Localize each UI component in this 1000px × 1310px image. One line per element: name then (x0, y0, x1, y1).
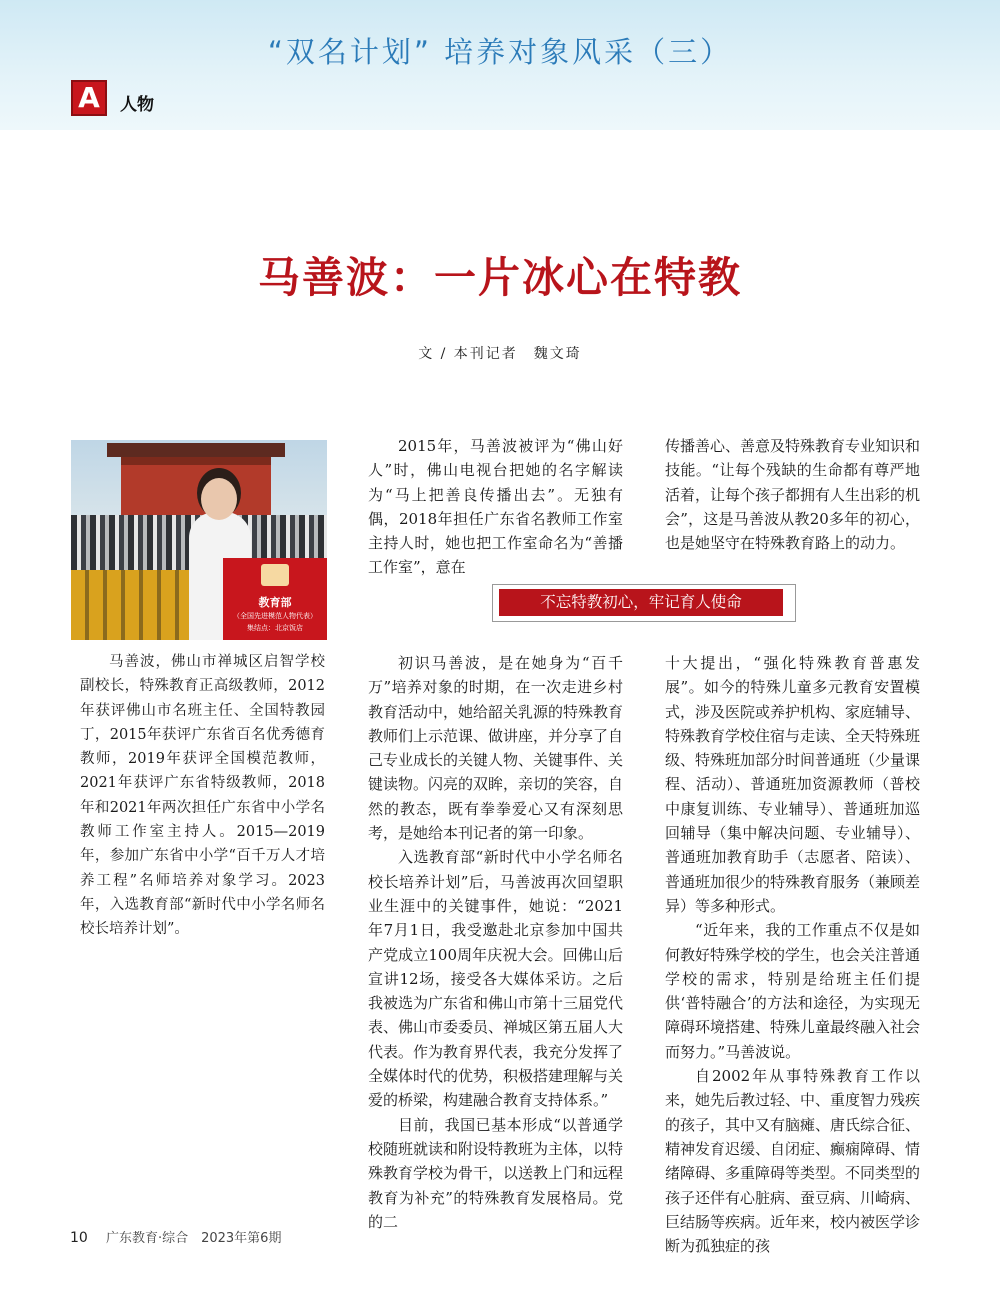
article-title: 马善波：一片冰心在特教 (257, 253, 742, 302)
page-footer (70, 1227, 281, 1246)
portrait-photo (71, 440, 327, 640)
sign-text-1: 教育部 (258, 596, 292, 609)
intro-paragraph-start: 2015年，马善波被评为“佛山好人”时，佛山电视台把她的名字解读为“马上把善良传播出去”。无独有偶，2018年担任广东省名教师工作室主持人时，她也把工作室命名为“善播工作室”，意在 (368, 437, 623, 577)
section-label: 人物 (120, 95, 154, 115)
body-column-1 (368, 651, 623, 1234)
person-head-shape (201, 478, 237, 520)
publication-name: 广东教育·综合 2023年第6期 (105, 1231, 282, 1246)
body-paragraph: 入选教育部“新时代中小学名师名校长培养计划”后，马善波再次回望职业生涯中的关键事件，她说：“2021年7月1日，我受邀赴北京参加中国共产党成立100周年庆祝大会。回佛山后宣讲12场，接受各大媒体采访。之后我被选为广东省和佛山市第十三届党代表、佛山市委委员、禅城区第五届人大代表。作为教育界代表，我充分发挥了全媒体时代的优势，积极搭建理解与关爱的桥梁，构建融合教育支持体系。” (368, 848, 624, 1110)
intro-paragraph-end: 传播善心、善意及特殊教育专业知识和技能。“让每个残缺的生命都有尊严地活着，让每个孩子都拥有人生出彩的机会”，这是马善波从教20多年的初心，也是她坚守在特殊教育路上的动力。 (665, 437, 921, 553)
body-paragraph: 初识马善波，是在她身为“百千万”培养对象的时期，在一次走进乡村教育活动中，她给韶关乳源的特殊教育教师们上示范课、做讲座，并分享了自己专业成长的关键人物、关键事件、关键读物。闪亮的双眸，亲切的笑容，自然的教态，既有拳拳爱心又有深刻思考，是她给本刊记者的第一印象。 (368, 654, 624, 843)
red-sign (223, 558, 327, 640)
subheading-frame (492, 584, 796, 622)
sign-text-2: （全国先进模范人物代表） (233, 612, 317, 620)
page-number: 10 (70, 1230, 88, 1246)
subheading: 不忘特教初心，牢记育人使命 (499, 589, 783, 616)
sign-text-3: 集结点：北京饭店 (247, 624, 303, 632)
body-paragraph: “近年来，我的工作重点不仅是如何教好特殊学校的学生，也会关注普通学校的需求，特别是给班主任们提供‘普特融合’的方法和途径，为实现无障碍环境搭建、特殊儿童最终融入社会而努力。”马善波说。 (665, 921, 921, 1061)
series-title: “双名计划” 培养对象风采（三） (267, 35, 733, 69)
intro-column-2 (665, 434, 920, 555)
intro-column-1 (368, 434, 623, 580)
caption-text: 马善波，佛山市禅城区启智学校副校长，特殊教育正高级教师，2012年获评佛山市名班主任、全国特教园丁，2015年获评广东省百名优秀德育教师，2019年获评全国模范教师，2021年获评广东省特级教师，2018年和2021年两次担任广东省中小学名教师工作室主持人。2015—2019年，参加广东省中小学“百千万人才培养工程”名师培养对象学习。2023年，入选教育部“新时代中小学名师名校长培养计划”。 (80, 654, 325, 938)
centenary-logo-icon (261, 564, 289, 586)
body-paragraph: 十大提出，“强化特殊教育普惠发展”。如今的特殊儿童多元教育安置模式，涉及医院或养护机构、家庭辅导、特殊教育学校住宿与走读、全天特殊班级、特殊班加部分时间普通班（少量课程、活动）、普通班加资源教师（普校中康复训练、专业辅导）、普通班加巡回辅导（集中解决问题、专业辅导）、普通班加教育助手（志愿者、陪读）、普通班加很少的特殊教育服务（兼顾差异）等多种形式。 (665, 654, 921, 915)
byline: 文 / 本刊记者 魏文琦 (418, 346, 582, 362)
section-badge: A (71, 80, 107, 116)
photo-caption (80, 650, 325, 942)
body-column-2 (665, 651, 920, 1258)
body-paragraph: 自2002年从事特殊教育工作以来，她先后教过轻、中、重度智力残疾的孩子，其中又有脑瘫、唐氏综合征、精神发育迟缓、自闭症、癫痫障碍、情绪障碍、多重障碍等类型。不同类型的孩子还伴有心脏病、蚕豆病、川崎病、巨结肠等疾病。近年来，校内被医学诊断为孤独症的孩 (665, 1067, 921, 1256)
body-paragraph: 目前，我国已基本形成“以普通学校随班就读和附设特教班为主体，以特殊教育学校为骨干，以送教上门和远程教育为补充”的特殊教育发展格局。党的二 (368, 1115, 624, 1231)
